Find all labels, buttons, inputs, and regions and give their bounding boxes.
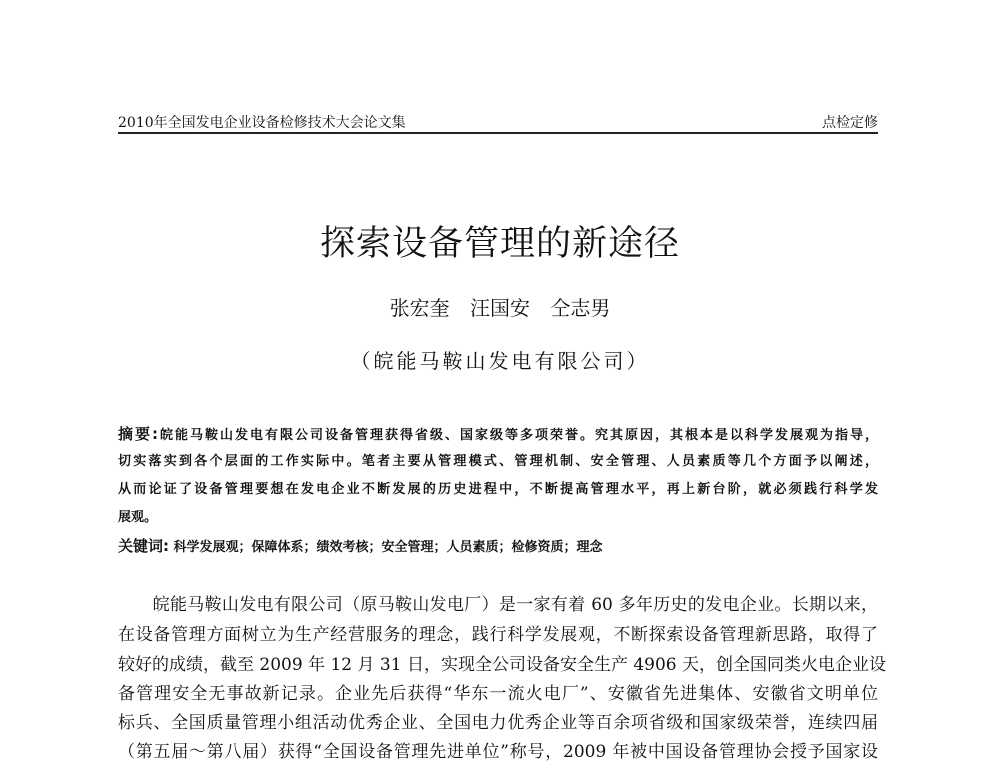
abstract-text: 皖能马鞍山发电有限公司设备管理获得省级、国家级等多项荣誉。究其原因，其根本是以科学发展观为指导， xyxy=(158,428,878,443)
body-line: 标兵、全国质量管理小组活动优秀企业、全国电力优秀企业等百余项省级和国家级荣誉，连续四届 xyxy=(118,713,878,733)
keywords-text: 科学发展观；保障体系；绩效考核；安全管理；人员素质；检修资质；理念 xyxy=(173,540,603,555)
keywords-label: 关键词: xyxy=(118,537,169,555)
header-proceedings-title: 2010年全国发电企业设备检修技术大会论文集 xyxy=(118,115,406,131)
authors xyxy=(0,292,1000,321)
keywords xyxy=(118,536,878,564)
author: 张宏奎 xyxy=(389,296,450,320)
paper-title: 探索设备管理的新途径 xyxy=(319,224,680,264)
abstract xyxy=(118,424,878,564)
abstract-line: 切实落实到各个层面的工作实际中。笔者主要从管理模式、管理机制、安全管理、人员素质等几个方面予以阐述， xyxy=(118,454,878,469)
body-line: 备管理安全无事故新记录。企业先后获得“华东一流火电厂”、安徽省先进集体、安徽省文明单位 xyxy=(118,684,878,704)
body-line: 在设备管理方面树立为生产经营服务的理念，践行科学发展观，不断探索设备管理新思路，取得了 xyxy=(118,625,878,645)
header-section: 点检定修 xyxy=(822,115,878,131)
running-header xyxy=(118,110,878,134)
affiliation: （皖能马鞍山发电有限公司） xyxy=(350,349,650,373)
abstract-line xyxy=(118,424,878,452)
abstract-line: 展观。 xyxy=(118,510,158,525)
abstract-line: 从而论证了设备管理要想在发电企业不断发展的历史进程中，不断提高管理水平，再上新台阶，就必须践行科学发 xyxy=(118,482,878,497)
author: 仝志男 xyxy=(550,296,611,320)
body-line: 较好的成绩，截至 2009 年 12 月 31 日，实现全公司设备安全生产 4906 天，创全国同类火电企业设 xyxy=(118,655,887,675)
author: 汪国安 xyxy=(470,296,530,320)
abstract-label: 摘要: xyxy=(118,425,158,443)
body-line: （第五届～第八届）获得“全国设备管理先进单位”称号，2009 年被中国设备管理协会授予国家设 xyxy=(118,742,878,762)
body-line: 皖能马鞍山发电有限公司（原马鞍山发电厂）是一家有着 60 多年历史的发电企业。长期以来， xyxy=(118,595,878,615)
